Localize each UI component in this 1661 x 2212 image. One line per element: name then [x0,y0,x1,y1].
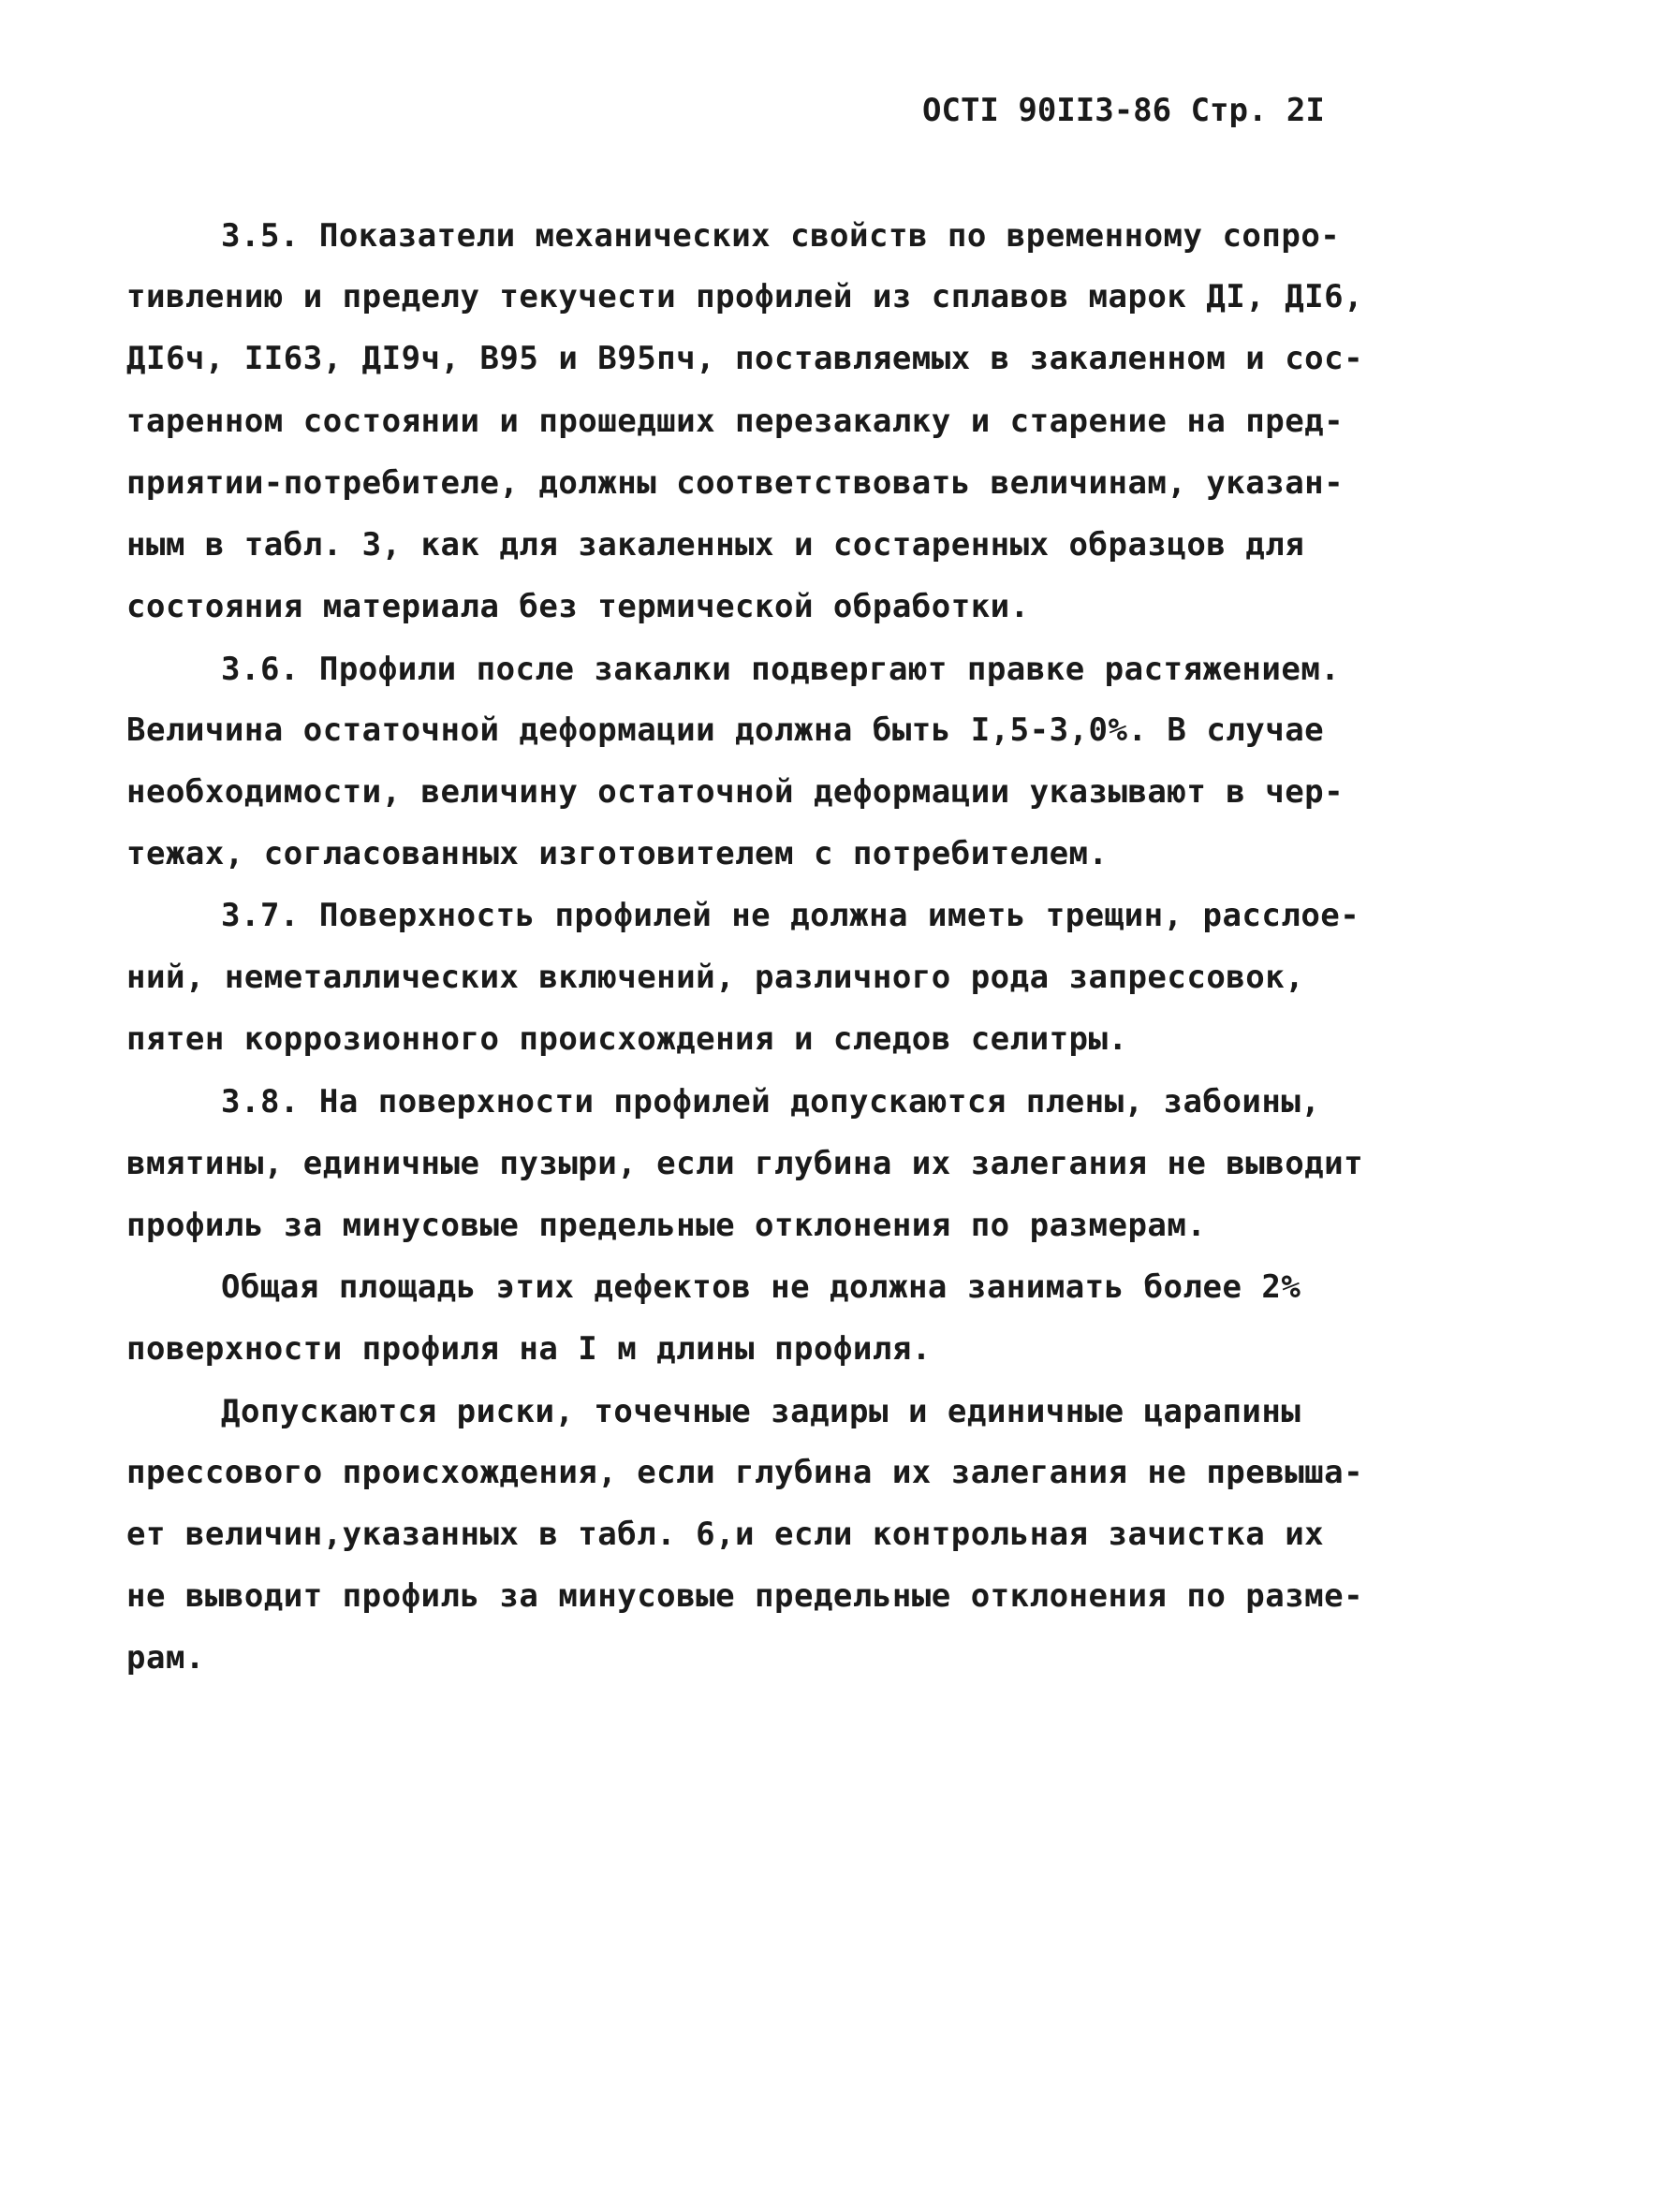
paragraph-scratches-line: не выводит профиль за минусовые предельные отклонения по разме- [126,1577,1364,1615]
paragraph-3-5-line: состояния материала без термической обработки. [126,588,1030,625]
paragraph-3-5-line: таренном состоянии и прошедших перезакалку и старение на пред- [126,403,1345,440]
paragraph-scratches-line: ет величин,указанных в табл. 6,и если контрольная зачистка их [126,1516,1325,1553]
paragraph-3-5-line: ным в табл. 3, как для закаленных и состаренных образцов для [126,526,1305,564]
paragraph-3-6-line: тежах, согласованных изготовителем с потребителем. [126,835,1109,872]
paragraph-scratches-line: прессового происхождения, если глубина их залегания не превыша- [126,1454,1364,1491]
paragraph-3-5-line: 3.5. Показатели механических свойств по временному сопро- [221,217,1341,255]
paragraph-3-6-line: необходимости, величину остаточной деформации указывают в чер- [126,773,1345,811]
paragraph-3-7-line: пятен коррозионного происхождения и следов селитры. [126,1020,1128,1058]
paragraph-scratches-line: рам. [126,1639,205,1677]
paragraph-3-8-line: профиль за минусовые предельные отклонения по размерам. [126,1207,1207,1244]
paragraph-3-5-line: ДI6ч, II63, ДI9ч, В95 и В95пч, поставляемых в закаленном и сос- [126,340,1364,377]
paragraph-3-5-line: тивлению и пределу текучести профилей из сплавов марок ДI, ДI6, [126,278,1364,315]
paragraph-defects-area-line: Общая площадь этих дефектов не должна занимать более 2% [221,1268,1301,1306]
paragraph-3-6-line: 3.6. Профили после закалки подвергают правке растяжением. [221,651,1341,688]
paragraph-3-7-line: 3.7. Поверхность профилей не должна иметь трещин, расслое- [221,897,1360,934]
paragraph-3-8-line: 3.8. На поверхности профилей допускаются плены, забоины, [221,1083,1321,1121]
paragraph-scratches-line: Допускаются риски, точечные задиры и единичные царапины [221,1393,1301,1430]
paragraph-3-7-line: ний, неметаллических включений, различного рода запрессовок, [126,959,1305,996]
paragraph-3-8-line: вмятины, единичные пузыри, если глубина их залегания не выводит [126,1145,1364,1182]
paragraph-3-6-line: Величина остаточной деформации должна быть I,5-3,0%. В случае [126,711,1325,749]
page-header: ОСТI 90II3-86 Стр. 2I [922,92,1325,129]
paragraph-3-5-line: приятии-потребителе, должны соответствовать величинам, указан- [126,464,1345,502]
paragraph-defects-area-line: поверхности профиля на I м длины профиля. [126,1330,932,1368]
